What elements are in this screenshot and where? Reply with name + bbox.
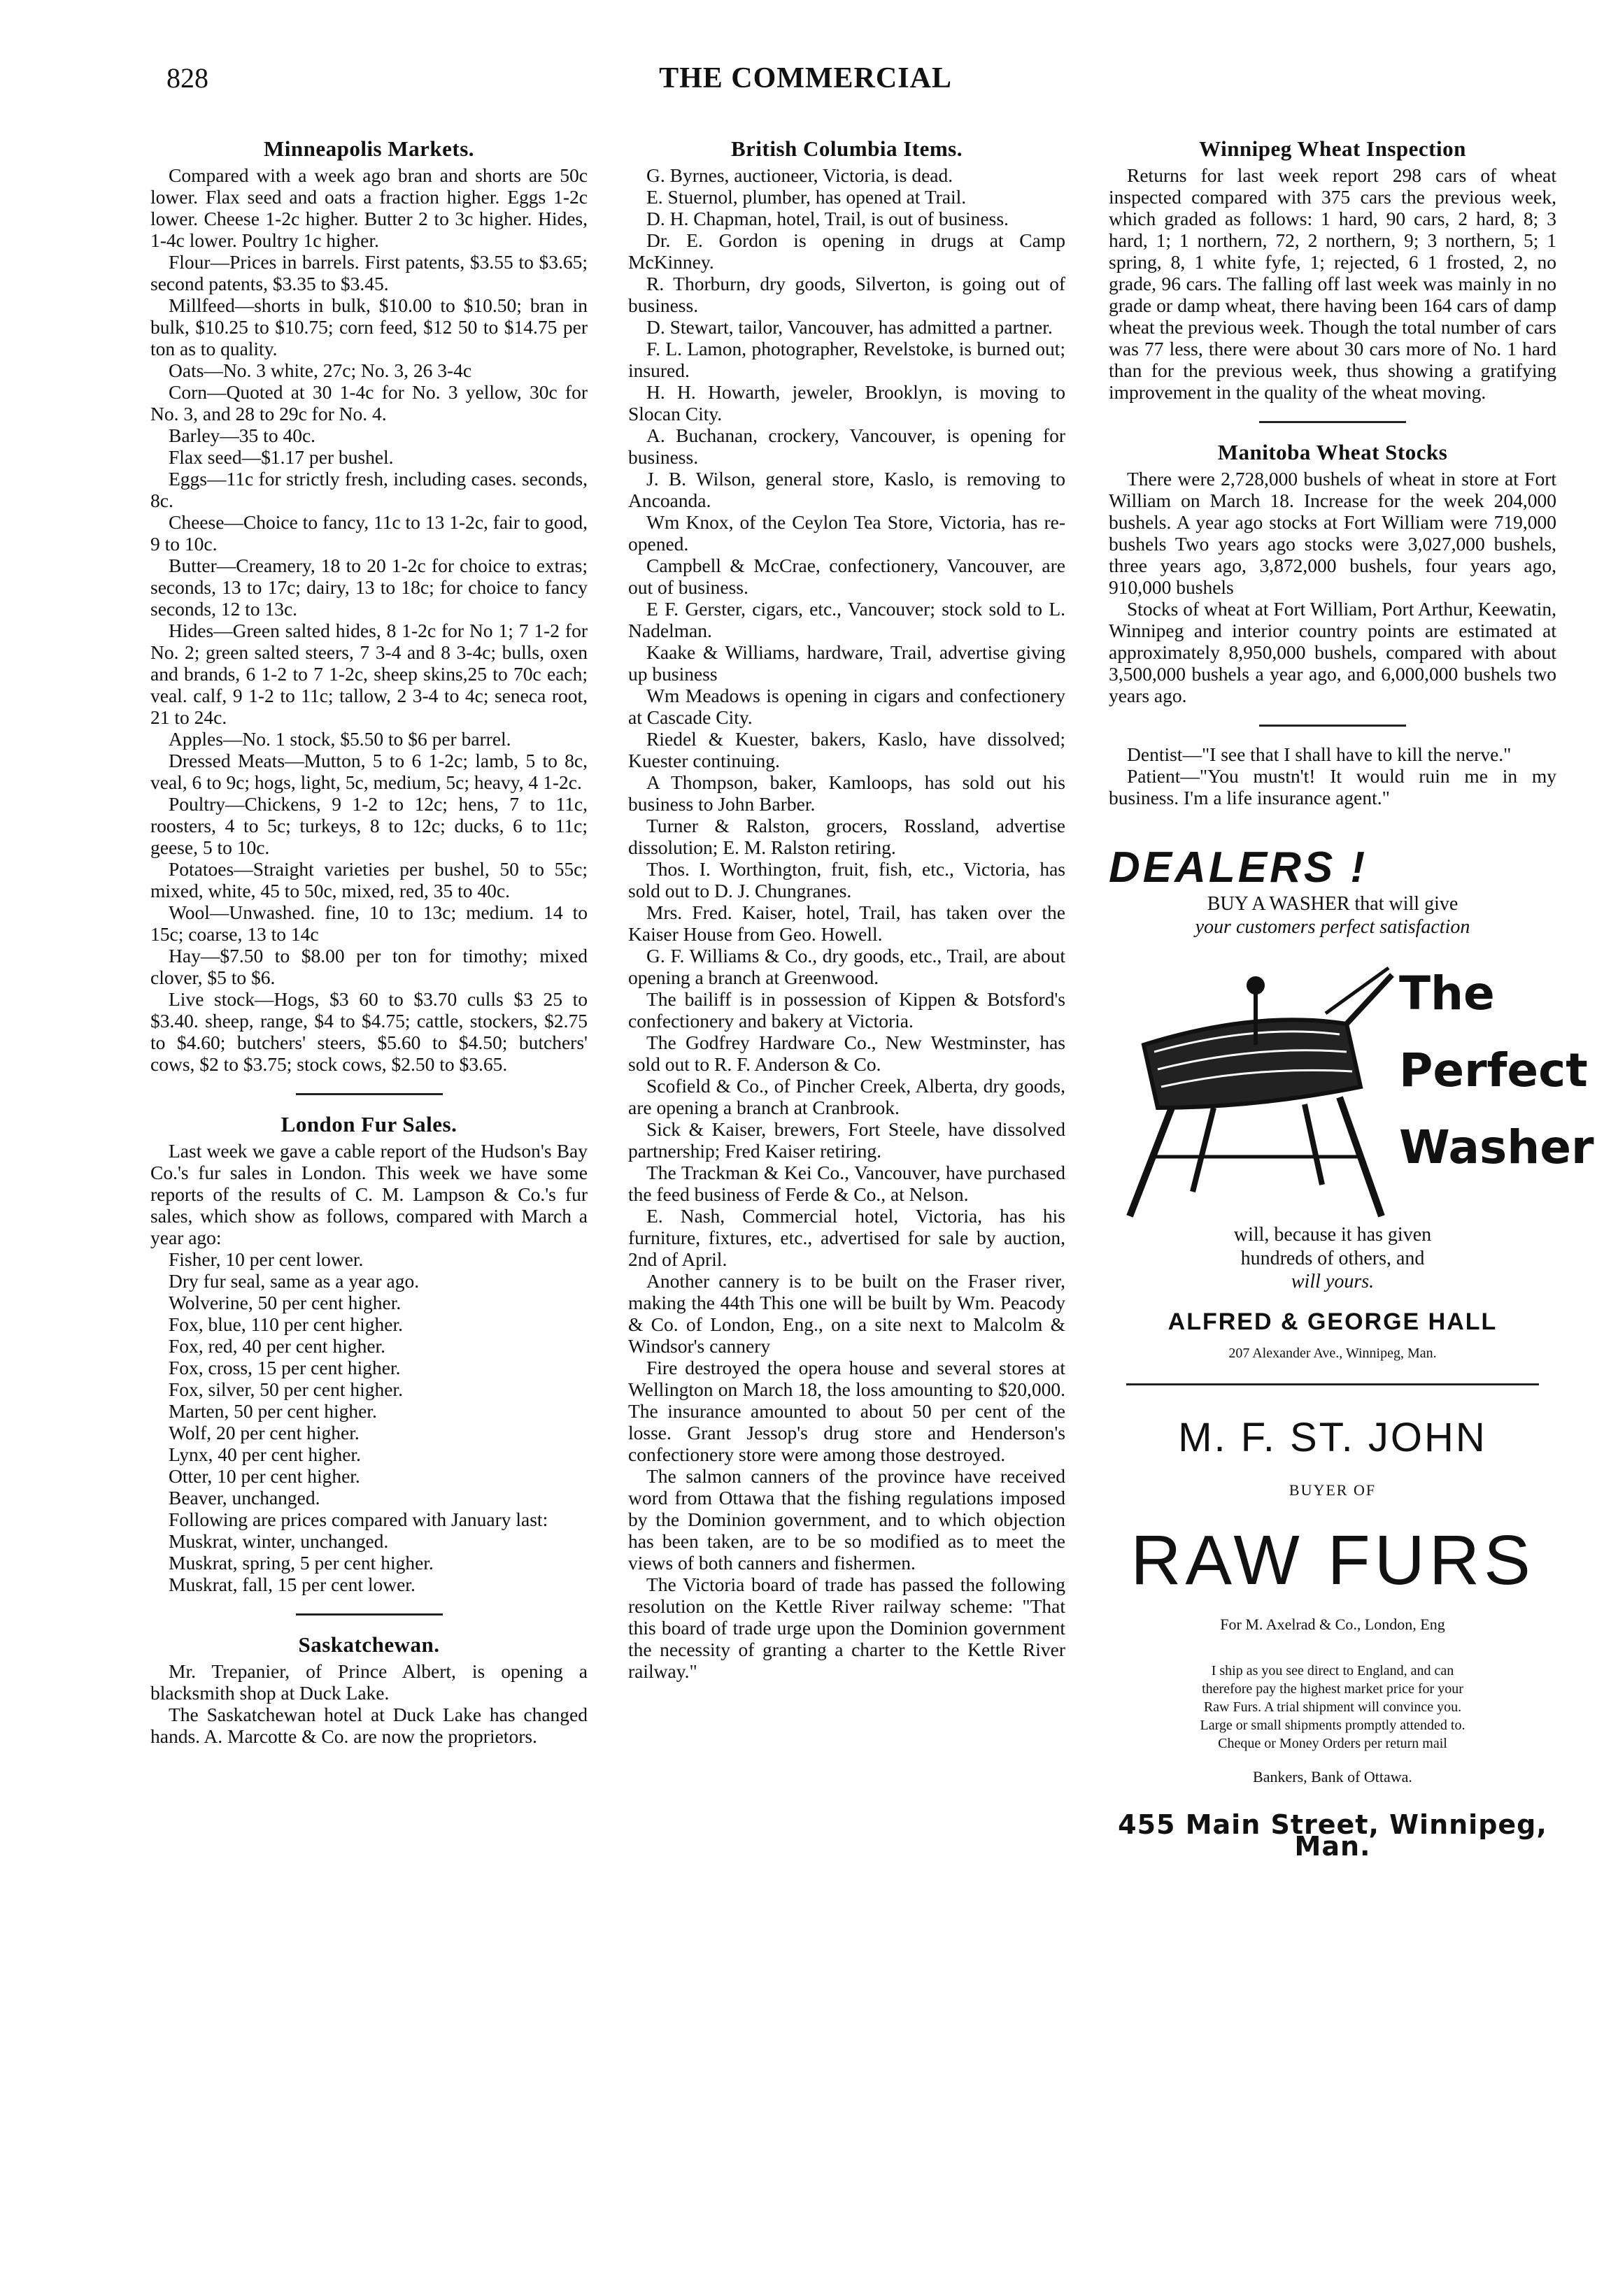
market-item: Barley—35 to 40c. [169, 425, 316, 446]
fur-item: Fisher, 10 per cent lower. [169, 1248, 364, 1270]
report-paragraph: Stocks of wheat at Fort William, Port Arthur, Keewatin, Winnipeg and interior country points are estimated at approximately 8,950,000 bushels, compared with about 3,500,000 bushels a year ago, and 6,000,000 bushels two years ago. [1109, 598, 1556, 706]
news-item: A Thompson, baker, Kamloops, has sold out his business to John Barber. [628, 771, 1065, 815]
news-item: The salmon canners of the province have received word from Ottawa that the fishing regulations imposed by the Dominion government, and to which objection has been taken, are to be so modified as to meet the views of both canners and fishermen. [628, 1465, 1065, 1574]
market-item: Eggs—11c for strictly fresh, including cases. seconds, 8c. [150, 468, 588, 511]
market-item: Corn—Quoted at 30 1-4c for No. 3 yellow, 30c for No. 3, and 28 to 29c for No. 4. [150, 381, 588, 425]
ad-address: 455 Main Street, Winnipeg, Man. [1118, 1809, 1547, 1862]
fur-item: Fox, cross, 15 per cent higher. [169, 1357, 401, 1378]
fur-item: Beaver, unchanged. [169, 1487, 320, 1509]
ad-buyer-label: BUYER OF [1289, 1481, 1377, 1499]
fur-item: Marten, 50 per cent higher. [169, 1400, 377, 1422]
saskatchewan-section [150, 1632, 588, 1747]
market-item: Dressed Meats—Mutton, 5 to 6 1-2c; lamb, 5 to 8c, veal, 6 to 9c; hogs, light, 5c, medium, 5c; heavy, 4 1-2c. [150, 750, 588, 793]
intro-paragraph: Following are prices compared with January last: [169, 1509, 548, 1530]
winnipeg-wheat-section [1109, 136, 1556, 403]
column-right [1109, 136, 1594, 1862]
news-item: F. L. Lamon, photographer, Revelstoke, is burned out; insured. [628, 338, 1065, 381]
publication-title: THE COMMERCIAL [659, 62, 952, 94]
fur-item: Muskrat, winter, unchanged. [169, 1530, 389, 1552]
page-number: 828 [166, 62, 208, 94]
news-item: Kaake & Williams, hardware, Trail, advertise giving up business [628, 641, 1065, 685]
fur-item: Lynx, 40 per cent higher. [169, 1443, 361, 1465]
market-item: Hides—Green salted hides, 8 1-2c for No 1; 7 1-2 for No. 2; green salted steers, 7 3-4 and 8 3-4c; bulls, oxen and brands, 6 1-2 to 7 1-2c, sheep skins,25 to 70c each; veal. calf, 9 1-2 to 11c; tallow, 2 3-4 to 4c; seneca root, 21 to 24c. [150, 620, 588, 728]
washing-machine-icon [1116, 947, 1396, 1220]
section-title: London Fur Sales. [281, 1112, 457, 1136]
section-title: British Columbia Items. [731, 136, 963, 161]
market-item: Oats—No. 3 white, 27c; No. 3, 26 3-4c [169, 359, 472, 381]
market-item: Flax seed—$1.17 per bushel. [169, 446, 394, 468]
washer-advertisement [1109, 843, 1594, 1362]
london-fur-sales-section [150, 1112, 588, 1595]
section-divider [296, 1613, 443, 1616]
fur-item: Wolverine, 50 per cent higher. [169, 1292, 402, 1313]
market-item: Butter—Creamery, 18 to 20 1-2c for choice to extras; seconds, 13 to 17c; dairy, 13 to 18c; for choice to fancy seconds, 12 to 13c. [150, 555, 588, 620]
ad-fine-print [1109, 1662, 1556, 1753]
ad-product-name: Perfect [1399, 1043, 1588, 1097]
news-item: Dr. E. Gordon is opening in drugs at Camp McKinney. [628, 229, 1065, 273]
intro-paragraph: Last week we gave a cable report of the Hudson's Bay Co.'s fur sales in London. This week we have some reports of the results of C. M. Lampson & Co.'s fur sales, which show as follows, compared with March a year ago: [150, 1140, 588, 1248]
news-item: Fire destroyed the opera house and several stores at Wellington on March 18, the loss amounting to $20,000. The insurance amounted to about 50 per cent of the losse. Grant Jessop's drug store and Henderson's confectionery store were among those destroyed. [628, 1357, 1065, 1465]
fine-print-line: Cheque or Money Orders per return mail [1218, 1736, 1447, 1751]
washer-illustration [1109, 947, 1594, 1223]
column-left [150, 136, 588, 1758]
news-item: Riedel & Kuester, bakers, Kaslo, have dissolved; Kuester continuing. [628, 728, 1065, 771]
ad-divider [1126, 1383, 1539, 1385]
section-divider [1259, 725, 1406, 727]
news-item: Mrs. Fred. Kaiser, hotel, Trail, has taken over the Kaiser House from Geo. Howell. [628, 901, 1065, 945]
news-item: Scofield & Co., of Pincher Creek, Alberta, dry goods, are opening a branch at Cranbrook. [628, 1075, 1065, 1118]
fur-item: Wolf, 20 per cent higher. [169, 1422, 360, 1443]
section-title: Manitoba Wheat Stocks [1217, 440, 1448, 464]
fur-item: Fox, silver, 50 per cent higher. [169, 1378, 403, 1400]
fine-print-line: I ship as you see direct to England, and can [1211, 1663, 1454, 1678]
news-item: The bailiff is in possession of Kippen & Botsford's confectionery and bakery at Victoria. [628, 988, 1065, 1032]
ad-body: will yours. [1291, 1271, 1375, 1292]
news-item: Thos. I. Worthington, fruit, fish, etc., Victoria, has sold out to D. J. Chungranes. [628, 858, 1065, 901]
section-divider [1259, 421, 1406, 423]
news-item: The Godfrey Hardware Co., New Westminster, has sold out to R. F. Anderson & Co. [628, 1032, 1065, 1075]
ad-bankers: Bankers, Bank of Ottawa. [1253, 1768, 1412, 1785]
news-item: E. Stuernol, plumber, has opened at Trail. [646, 186, 967, 208]
ad-headline: DEALERS ! [1109, 843, 1368, 892]
news-item: Mr. Trepanier, of Prince Albert, is opening a blacksmith shop at Duck Lake. [150, 1660, 588, 1704]
report-paragraph: Returns for last week report 298 cars of wheat inspected compared with 375 cars the previous week, which graded as follows: 1 hard, 90 cars, 2 hard, 8; 3 hard, 1; 1 northern, 72, 2 northern, 9; 3 northern, 5; 1 spring, 8, 1 white fyfe, 1; rejected, 6 1 frosted, 2, no grade, 96 cars. The falling off last week was mainly in no grade or damp wheat, there having been 164 cars of damp wheat the previous week. Though the total number of cars was 77 less, there were about 30 cars more of No. 1 hard than for the previous week, thus showing a gratifying improvement in the quality of the wheat moving. [1109, 164, 1556, 403]
ad-subline: BUY A WASHER that will give [1207, 893, 1459, 915]
news-item: Turner & Ralston, grocers, Rossland, advertise dissolution; E. M. Ralston retiring. [628, 815, 1065, 858]
fine-print-line: Large or small shipments promptly attended to. [1200, 1718, 1465, 1733]
news-item: Sick & Kaiser, brewers, Fort Steele, have dissolved partnership; Fred Kaiser retiring. [628, 1118, 1065, 1162]
news-item: The Trackman & Kei Co., Vancouver, have purchased the feed business of Ferde & Co., at Nelson. [628, 1162, 1065, 1205]
news-item: Wm Knox, of the Ceylon Tea Store, Victoria, has re-opened. [628, 511, 1065, 555]
market-item: Wool—Unwashed. fine, 10 to 13c; medium. 14 to 15c; coarse, 13 to 14c [150, 901, 588, 945]
news-item: H. H. Howarth, jeweler, Brooklyn, is moving to Slocan City. [628, 381, 1065, 425]
raw-furs-advertisement [1109, 1413, 1556, 1862]
dentist-joke [1109, 743, 1556, 808]
fur-item: Otter, 10 per cent higher. [169, 1465, 360, 1487]
fur-item: Muskrat, spring, 5 per cent higher. [169, 1552, 434, 1574]
page-header [0, 62, 1611, 104]
news-item: A. Buchanan, crockery, Vancouver, is opening for business. [628, 425, 1065, 468]
report-paragraph: There were 2,728,000 bushels of wheat in store at Fort William on March 18. Increase for the week 204,000 bushels. A year ago stocks at Fort William were 719,000 bushels Two years ago stocks were 3,027,000 bushels, three years ago, 3,872,000 bushels, four years ago, 910,000 bushels [1109, 468, 1556, 598]
market-item: Hay—$7.50 to $8.00 per ton for timothy; mixed clover, $5 to $6. [150, 945, 588, 988]
intro-paragraph: Compared with a week ago bran and shorts are 50c lower. Flax seed and oats a fraction higher. Eggs 1-2c lower. Cheese 1-2c higher. Butter 2 to 3c higher. Hides, 1-4c lower. Poultry 1c higher. [150, 164, 588, 251]
market-item: Apples—No. 1 stock, $5.50 to $6 per barrel. [169, 728, 511, 750]
joke-line: Patient—"You mustn't! It would ruin me in my business. I'm a life insurance agent." [1109, 765, 1556, 808]
news-item: D. H. Chapman, hotel, Trail, is out of business. [646, 208, 1009, 229]
news-item: The Victoria board of trade has passed the following resolution on the Kettle River railway scheme: "That this board of trade urge upon the Dominion government the necessity of granting a charter to the Kettle River railway." [628, 1574, 1065, 1682]
ad-name: M. F. ST. JOHN [1178, 1415, 1487, 1460]
ad-address: 207 Alexander Ave., Winnipeg, Man. [1228, 1346, 1437, 1361]
news-item: G. Byrnes, auctioneer, Victoria, is dead. [646, 164, 953, 186]
fur-item: Dry fur seal, same as a year ago. [169, 1270, 420, 1292]
fine-print-line: Raw Furs. A trial shipment will convince you. [1203, 1699, 1462, 1715]
ad-product-name: Washer [1399, 1120, 1594, 1174]
section-title: Minneapolis Markets. [263, 136, 475, 161]
ad-headline: RAW FURS [1130, 1521, 1535, 1599]
news-item: D. Stewart, tailor, Vancouver, has admitted a partner. [646, 316, 1053, 338]
fur-item: Muskrat, fall, 15 per cent lower. [169, 1574, 416, 1595]
news-item: Wm Meadows is opening in cigars and confectionery at Cascade City. [628, 685, 1065, 728]
market-item: Millfeed—shorts in bulk, $10.00 to $10.50; bran in bulk, $10.25 to $10.75; corn feed, $12 50 to $14.75 per ton as to quality. [150, 294, 588, 359]
section-title: Winnipeg Wheat Inspection [1199, 136, 1466, 161]
ad-agent-line: For M. Axelrad & Co., London, Eng [1220, 1616, 1445, 1633]
news-item: G. F. Williams & Co., dry goods, etc., Trail, are about opening a branch at Greenwood. [628, 945, 1065, 988]
fur-item: Fox, blue, 110 per cent higher. [169, 1313, 404, 1335]
ad-body: hundreds of others, and [1240, 1248, 1425, 1269]
fine-print-line: therefore pay the highest market price for your [1202, 1681, 1463, 1697]
ad-body: will, because it has given [1233, 1224, 1432, 1246]
manitoba-wheat-section [1109, 440, 1556, 706]
news-item: Another cannery is to be built on the Fraser river, making the 44th This one will be built by Wm. Peacody & Co. of London, Eng., on a site next to Malcolm & Windsor's cannery [628, 1270, 1065, 1357]
market-item: Poultry—Chickens, 9 1-2 to 12c; hens, 7 to 11c, roosters, 4 to 5c; turkeys, 8 to 12c; ducks, 6 to 11c; geese, 5 to 10c. [150, 793, 588, 858]
news-item: Campbell & McCrae, confectionery, Vancouver, are out of business. [628, 555, 1065, 598]
joke-line: Dentist—"I see that I shall have to kill the nerve." [1127, 743, 1512, 765]
news-item: The Saskatchewan hotel at Duck Lake has changed hands. A. Marcotte & Co. are now the proprietors. [150, 1704, 588, 1747]
fur-item: Fox, red, 40 per cent higher. [169, 1335, 386, 1357]
british-columbia-section [628, 136, 1065, 1682]
market-item: Cheese—Choice to fancy, 11c to 13 1-2c, fair to good, 9 to 10c. [150, 511, 588, 555]
column-middle [628, 136, 1065, 1693]
market-item: Flour—Prices in barrels. First patents, $3.55 to $3.65; second patents, $3.35 to $3.45. [150, 251, 588, 294]
ad-subline: your customers perfect satisfaction [1195, 916, 1470, 938]
news-item: E. Nash, Commercial hotel, Victoria, has his furniture, fixtures, etc., advertised for sale by auction, 2nd of April. [628, 1205, 1065, 1270]
news-item: E F. Gerster, cigars, etc., Vancouver; stock sold to L. Nadelman. [628, 598, 1065, 641]
ad-company: ALFRED & GEORGE HALL [1168, 1309, 1498, 1335]
section-divider [296, 1093, 443, 1095]
market-item: Live stock—Hogs, $3 60 to $3.70 culls $3 25 to $3.40. sheep, range, $4 to $4.75; cattle, stockers, $2.75 to $4.60; butchers' steers, $5.60 to $4.50; butchers' cows, $2 to $3.75; stock cows, $2.50 to $3.65. [150, 988, 588, 1075]
ad-product-name: The [1399, 967, 1495, 1020]
minneapolis-markets-section [150, 136, 588, 1075]
news-item: J. B. Wilson, general store, Kaslo, is removing to Ancoanda. [628, 468, 1065, 511]
market-item: Potatoes—Straight varieties per bushel, 50 to 55c; mixed, white, 45 to 50c, mixed, red, 35 to 40c. [150, 858, 588, 901]
section-title: Saskatchewan. [298, 1632, 440, 1657]
news-item: R. Thorburn, dry goods, Silverton, is going out of business. [628, 273, 1065, 316]
